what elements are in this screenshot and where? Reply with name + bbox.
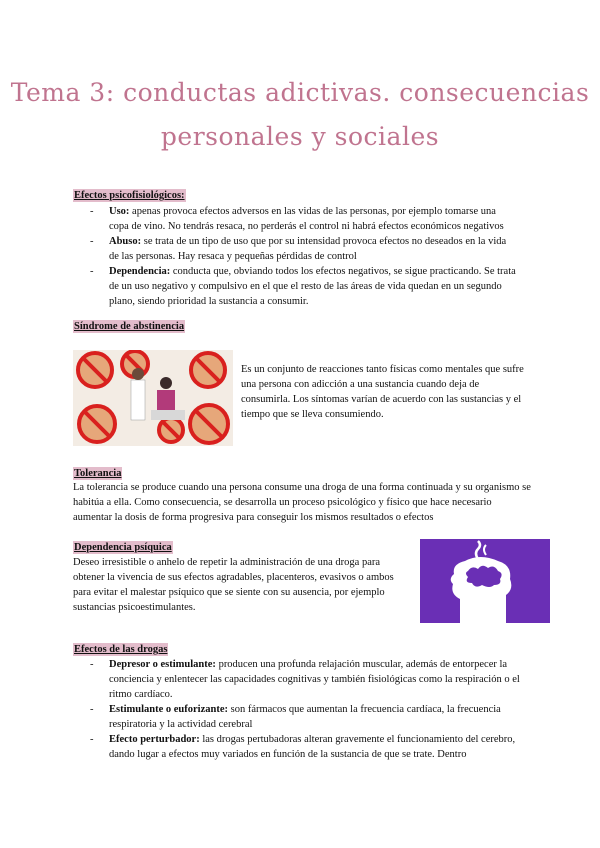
item-term: Efecto perturbador: xyxy=(109,734,200,745)
brain-smoke-icon xyxy=(420,539,550,623)
item-text: producen una profunda relajación muscular, además de entorpecer la conciencia y enlentecer las capacidades cognitivas y también fisiológicas como la respiración o el ritmo cardíaco. xyxy=(109,659,520,700)
list-item: - Abuso: se trata de un tipo de uso que por su intensidad provoca efectos no deseados en la vida de las personas. Hay resaca y pequeñas pérdidas de control xyxy=(90,236,507,262)
heading-dependencia-psiquica: Dependencia psíquica xyxy=(74,542,172,553)
item-text: conducta que, obviando todos los efectos negativos, se sigue practicando. Se trata de un uso negativo y compulsivo en el que el resto de las áreas de vida quedan en un segundo plano, siendo prioridad la sustancia a consumir. xyxy=(109,266,516,307)
item-term: Depresor o estimulante: xyxy=(109,659,216,670)
abstinencia-text: Es un conjunto de reacciones tanto físicas como mentales que sufre una persona con adicción a una sustancia cuando deja de consumirla. Los síntomas varían de acuerdo con las sustancias y el tiempo que se lleva consumiendo. xyxy=(241,364,524,420)
heading-efectos-drogas: Efectos de las drogas xyxy=(74,644,168,655)
heading-sindrome-abstinencia: Síndrome de abstinencia xyxy=(74,321,185,332)
tolerancia-text: La tolerancia se produce cuando una persona consume una droga de una forma continuada y su organismo se habitúa a ella. Como consecuencia, se desarrolla un proceso psicológico y físico que hace necesario aumentar la dosis de forma progresiva para conseguir los mismos resultados o efectos xyxy=(73,482,531,523)
list-item: - Uso: apenas provoca efectos adversos en las vidas de las personas, por ejemplo tomarse una copa de vino. No tendrás resaca, no perderás el control ni habrá efectos económicos negativos xyxy=(90,206,504,232)
item-term: Dependencia: xyxy=(109,266,171,277)
item-term: Abuso: xyxy=(109,236,142,247)
efectos-drogas-list xyxy=(73,657,525,762)
page-title-line-1: Tema 3: conductas adictivas. consecuencias xyxy=(10,78,590,107)
page-title-line-2: personales y sociales xyxy=(160,122,440,151)
item-text: son fármacos que aumentan la frecuencia cardíaca, la frecuencia respiratoria y la actividad cerebral xyxy=(109,704,501,730)
list-item: - Dependencia: conducta que, obviando todos los efectos negativos, se sigue practicando. Se trata de un uso negativo y compulsivo en el que el resto de las áreas de vida quedan en un segundo plano, siendo prioridad la sustancia a consumir. xyxy=(90,266,516,307)
list-item: - Estimulante o euforizante: son fármacos que aumentan la frecuencia cardíaca, la frecuencia respiratoria y la actividad cerebral xyxy=(90,704,501,730)
heading-efectos-psicofisiologicos: Efectos psicofisiológicos: xyxy=(74,190,185,201)
item-text: las drogas pertubadoras alteran gravemente el funcionamiento del cerebro, dando lugar a efectos muy variados en función de la sustancia de que se trate. Dentro xyxy=(109,734,516,760)
list-item: - Efecto perturbador: las drogas pertubadoras alteran gravemente el funcionamiento del cerebro, dando lugar a efectos muy variados en función de la sustancia de que se trate. Dentro xyxy=(90,734,516,760)
item-text: se trata de un tipo de uso que por su intensidad provoca efectos no deseados en la vida de las personas. Hay resaca y pequeñas pérdidas de control xyxy=(109,236,507,262)
withdrawal-illustration xyxy=(73,350,233,446)
item-term: Uso: xyxy=(109,206,130,217)
item-term: Estimulante o euforizante: xyxy=(109,704,228,715)
efectos-psico-list xyxy=(73,204,518,309)
heading-tolerancia: Tolerancia xyxy=(74,468,122,479)
list-item: - Depresor o estimulante: producen una profunda relajación muscular, además de entorpecer la conciencia y enlentecer las capacidades cognitivas y también fisiológicas como la respiración o el ritmo cardíaco. xyxy=(90,659,520,700)
dependencia-text: Deseo irresistible o anhelo de repetir la administración de una droga para obtener la vivencia de sus efectos agradables, placenteros, evasivos o ambos para evitar el malestar psíquico que se siente con su ausencia, por ejemplo sustancias psicoestimulantes. xyxy=(73,557,394,613)
item-text: apenas provoca efectos adversos en las vidas de las personas, por ejemplo tomarse una copa de vino. No tendrás resaca, no perderás el control ni habrá efectos económicos negativos xyxy=(109,206,504,232)
